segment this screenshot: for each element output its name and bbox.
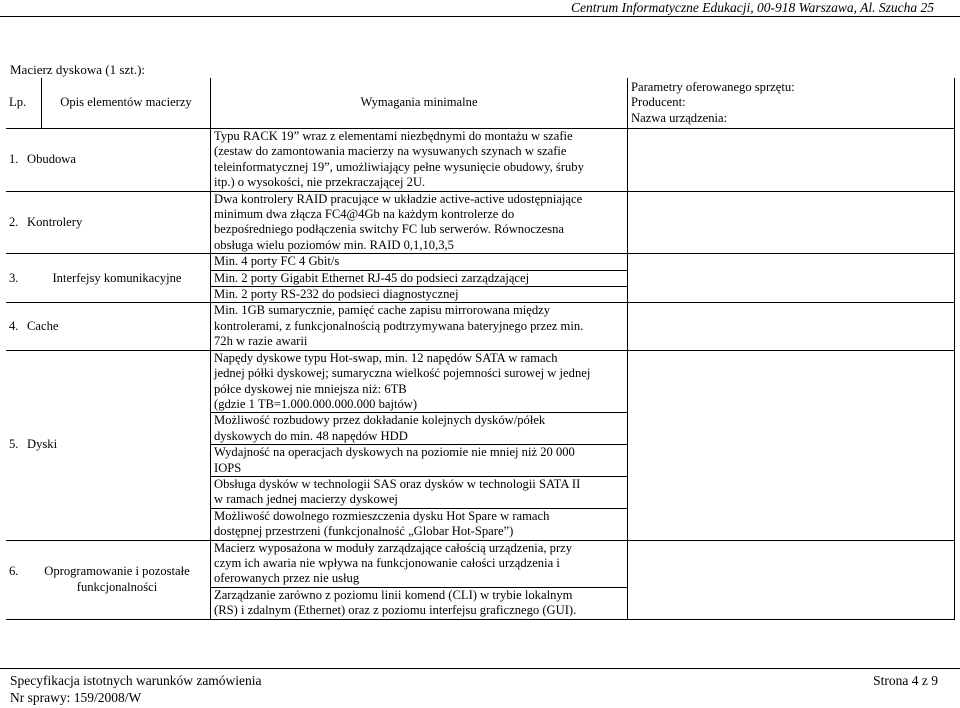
requirement-line: Min. 1GB sumarycznie, pamięć cache zapisu mirrorowana między <box>214 303 551 318</box>
row-number: 6. <box>9 564 19 579</box>
offered-parameters-cell[interactable] <box>628 191 955 254</box>
requirement-line: obsługa wielu poziomów min. RAID 0,1,10,3,5 <box>214 237 454 252</box>
requirement-line: teleinformatycznej 19”, umożliwiający pełne wysunięcie obudowy, śruby <box>214 159 584 174</box>
requirement-line: IOPS <box>214 460 242 475</box>
row-element <box>9 437 207 452</box>
table-row <box>6 254 955 270</box>
table-row <box>6 350 955 413</box>
requirement-line: dyskowych do min. 48 napędów HDD <box>214 428 408 443</box>
header-opis: Opis elementów macierzy <box>42 78 211 129</box>
footer-spec-title: Specyfikacja istotnych warunków zamówienia <box>10 673 262 688</box>
row-element-cell <box>6 350 211 540</box>
requirement-line: Możliwość rozbudowy przez dokładanie kolejnych dysków/półek <box>214 413 546 428</box>
requirements-table <box>6 78 955 620</box>
table-header-row <box>6 78 955 129</box>
row-number: 1. <box>9 152 19 167</box>
requirement-line: itp.) o wysokości, nie przekraczającej 2U. <box>214 175 426 190</box>
requirement-cell <box>211 540 628 587</box>
row-element <box>9 271 207 286</box>
footer-case-number: Nr sprawy: 159/2008/W <box>10 690 142 705</box>
row-element-cell <box>6 254 211 303</box>
requirement-line: kontrolerami, z funkcjonalnością podtrzymywana bateryjnego przez min. <box>214 318 584 333</box>
requirement-line: (zestaw do zamontowania macierzy na wysuwanych szynach w szafie <box>214 144 567 159</box>
table-body <box>6 129 955 620</box>
offered-parameters-cell[interactable] <box>628 129 955 192</box>
requirement-line: minimum dwa złącza FC4@4Gb na każdym kontrolerze do <box>214 207 515 222</box>
requirement-line: jednej półki dyskowej; sumaryczna wielkość pojemności surowej w jednej <box>214 366 591 381</box>
requirement-cell <box>211 287 628 303</box>
requirement-cell <box>211 191 628 254</box>
offered-parameters-cell[interactable] <box>628 350 955 540</box>
requirement-cell <box>211 413 628 445</box>
requirement-cell <box>211 476 628 508</box>
row-element-name: Dyski <box>27 437 58 452</box>
header-rule <box>0 16 960 17</box>
requirement-line: w ramach jednej macierzy dyskowej <box>214 492 398 507</box>
section-title: Macierz dyskowa (1 szt.): <box>10 62 146 77</box>
header-producent: Producent: <box>631 95 686 110</box>
table-row <box>6 540 955 587</box>
requirement-line: Możliwość dowolnego rozmieszczenia dysku Hot Spare w ramach <box>214 508 550 523</box>
table-row <box>6 303 955 350</box>
requirement-cell <box>211 270 628 286</box>
table-row <box>6 191 955 254</box>
requirement-line: Typu RACK 19” wraz z elementami niezbędnymi do montażu w szafie <box>214 129 573 143</box>
requirement-line: Dwa kontrolery RAID pracujące w układzie active-active udostępniające <box>214 191 583 206</box>
row-number: 4. <box>9 318 19 333</box>
requirement-line: Napędy dyskowe typu Hot-swap, min. 12 napędów SATA w ramach <box>214 350 558 365</box>
row-number: 5. <box>9 437 19 452</box>
requirement-line: Min. 2 porty RS-232 do podsieci diagnostycznej <box>214 287 459 302</box>
offered-parameters-cell[interactable] <box>628 540 955 619</box>
requirement-cell <box>211 350 628 413</box>
offered-parameters-cell[interactable] <box>628 254 955 303</box>
requirement-cell <box>211 129 628 192</box>
header-lp: Lp. <box>6 78 42 129</box>
requirement-line: oferowanych przez nie usług <box>214 571 360 586</box>
row-element-name: Oprogramowanie i pozostałe funkcjonalności <box>44 564 190 594</box>
row-element-name: Interfejsy komunikacyjne <box>52 270 182 285</box>
row-number: 2. <box>9 214 19 229</box>
footer-left <box>10 672 262 706</box>
row-element-cell <box>6 191 211 254</box>
row-element-name: Kontrolery <box>27 214 83 229</box>
requirement-line: (gdzie 1 TB=1.000.000.000.000 bajtów) <box>214 396 418 411</box>
row-element <box>9 564 207 595</box>
row-number: 3. <box>9 270 19 285</box>
requirement-cell <box>211 508 628 540</box>
row-element-name: Cache <box>27 318 59 333</box>
footer-page-number: Strona 4 z 9 <box>873 673 938 688</box>
header-parametry-title: Parametry oferowanego sprzętu: <box>631 79 795 94</box>
row-element-cell <box>6 129 211 192</box>
footer-rule <box>0 668 960 669</box>
requirement-line: Min. 4 porty FC 4 Gbit/s <box>214 254 340 269</box>
requirement-line: Wydajność na operacjach dyskowych na poziomie nie mniej niż 20 000 <box>214 445 575 460</box>
requirement-line: czym ich awaria nie wpływa na funkcjonowanie całości urządzenia i <box>214 555 560 570</box>
requirement-cell <box>211 254 628 270</box>
requirement-cell <box>211 445 628 477</box>
row-element-cell <box>6 540 211 619</box>
requirement-cell <box>211 303 628 350</box>
requirement-line: dostępnej przestrzeni (funkcjonalność „Globar Hot-Spare”) <box>214 524 514 539</box>
row-element <box>9 319 207 334</box>
requirement-line: Zarządzanie zarówno z poziomu linii komend (CLI) w trybie lokalnym <box>214 587 573 602</box>
header-wymagania: Wymagania minimalne <box>211 78 628 129</box>
header-parametry <box>628 78 955 129</box>
requirement-line: Min. 2 porty Gigabit Ethernet RJ-45 do podsieci zarządzającej <box>214 270 530 285</box>
row-element <box>9 152 207 167</box>
requirement-cell <box>211 587 628 619</box>
offered-parameters-cell[interactable] <box>628 303 955 350</box>
requirement-line: bezpośredniego podłączenia switchy FC lub serwerów. Równoczesna <box>214 222 564 237</box>
page-header: Centrum Informatyczne Edukacji, 00-918 Warszawa, Al. Szucha 25 <box>571 0 934 15</box>
requirement-line: Macierz wyposażona w moduły zarządzające całością urządzenia, przy <box>214 540 573 555</box>
row-element-name: Obudowa <box>27 152 76 167</box>
header-nazwa: Nazwa urządzenia: <box>631 110 728 125</box>
row-element <box>9 215 207 230</box>
requirement-line: 72h w razie awarii <box>214 334 308 349</box>
table-row <box>6 129 955 192</box>
requirement-line: półce dyskowej nie mniejsza niż: 6TB <box>214 381 407 396</box>
row-element-cell <box>6 303 211 350</box>
requirement-line: Obsługa dysków w technologii SAS oraz dysków w technologii SATA II <box>214 476 581 491</box>
requirement-line: (RS) i zdalnym (Ethernet) oraz z poziomu interfejsu graficznego (GUI). <box>214 603 577 618</box>
